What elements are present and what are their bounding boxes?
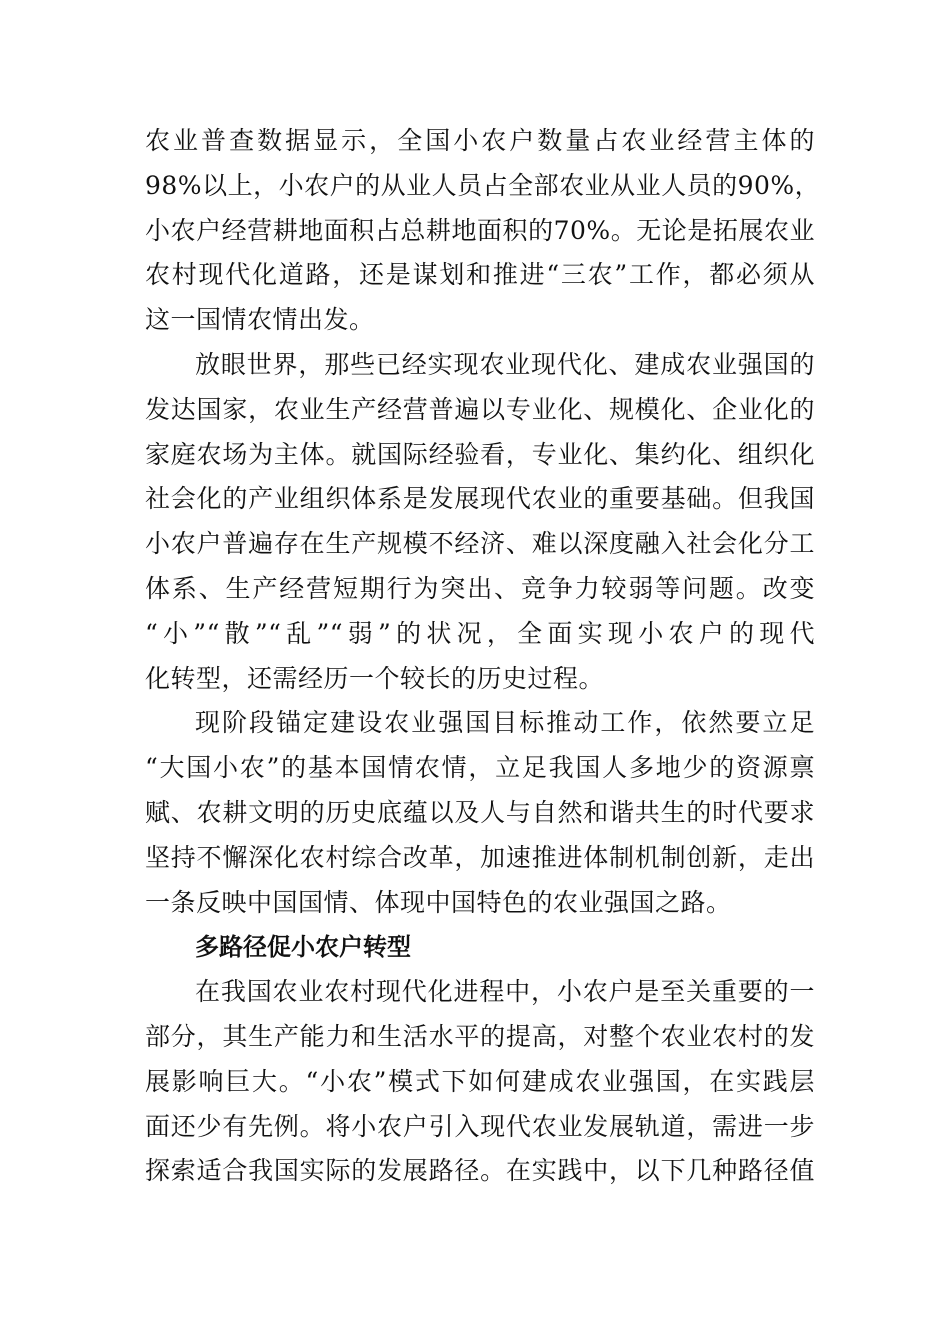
text-line: 展影响巨大。“小农”模式下如何建成农业强国，在实践层 — [145, 1066, 815, 1096]
text-line: 农村现代化道路，还是谋划和推进“三农”工作，都必须从 — [145, 260, 815, 290]
text-line: 放眼世界，那些已经实现农业现代化、建成农业强国的 — [195, 349, 815, 379]
text-line: 小农户经营耕地面积占总耕地面积的70%。无论是拓展农业 — [145, 215, 815, 245]
text-line: 98%以上，小农户的从业人员占全部农业从业人员的90%， — [145, 170, 821, 200]
text-line: 现阶段锚定建设农业强国目标推动工作，依然要立足 — [195, 708, 815, 738]
paragraph-2 — [145, 343, 815, 701]
text-line: 一条反映中国国情、体现中国特色的农业强国之路。 — [145, 887, 732, 917]
text-line: 坚持不懈深化农村综合改革，加速推进体制机制创新，走出 — [145, 842, 815, 872]
paragraph-3 — [145, 701, 815, 925]
text-line: 在我国农业农村现代化进程中，小农户是至关重要的一 — [195, 977, 815, 1007]
text-line: 社会化的产业组织体系是发展现代农业的重要基础。但我国 — [145, 484, 815, 514]
section-heading: 多路径促小农户转型 — [195, 933, 411, 962]
text-line: 探索适合我国实际的发展路径。在实践中，以下几种路径值 — [145, 1156, 815, 1186]
paragraph-1 — [145, 119, 821, 343]
text-line: 赋、农耕文明的历史底蕴以及人与自然和谐共生的时代要求 — [145, 797, 815, 827]
text-line: 化转型，还需经历一个较长的历史过程。 — [145, 663, 605, 693]
text-line: 发达国家，农业生产经营普遍以专业化、规模化、企业化的 — [145, 394, 815, 424]
text-line: 面还少有先例。将小农户引入现代农业发展轨道，需进一步 — [145, 1111, 815, 1141]
text-line: “大国小农”的基本国情农情，立足我国人多地少的资源禀 — [145, 753, 815, 783]
text-line: 小农户普遍存在生产规模不经济、难以深度融入社会化分工 — [145, 529, 815, 559]
text-line: 农业普查数据显示，全国小农户数量占农业经营主体的 — [145, 126, 815, 155]
text-line: 体系、生产经营短期行为突出、竞争力较弱等问题。改变 — [145, 573, 815, 603]
text-line: 部分，其生产能力和生活水平的提高，对整个农业农村的发 — [145, 1021, 815, 1051]
text-line: 这一国情农情出发。 — [145, 305, 375, 335]
paragraph-4 — [145, 970, 815, 1194]
article-body — [145, 119, 821, 1194]
text-line: 家庭农场为主体。就国际经验看，专业化、集约化、组织化 — [145, 439, 815, 469]
text-line: “小”“散”“乱”“弱”的状况，全面实现小农户的现代 — [145, 618, 815, 648]
